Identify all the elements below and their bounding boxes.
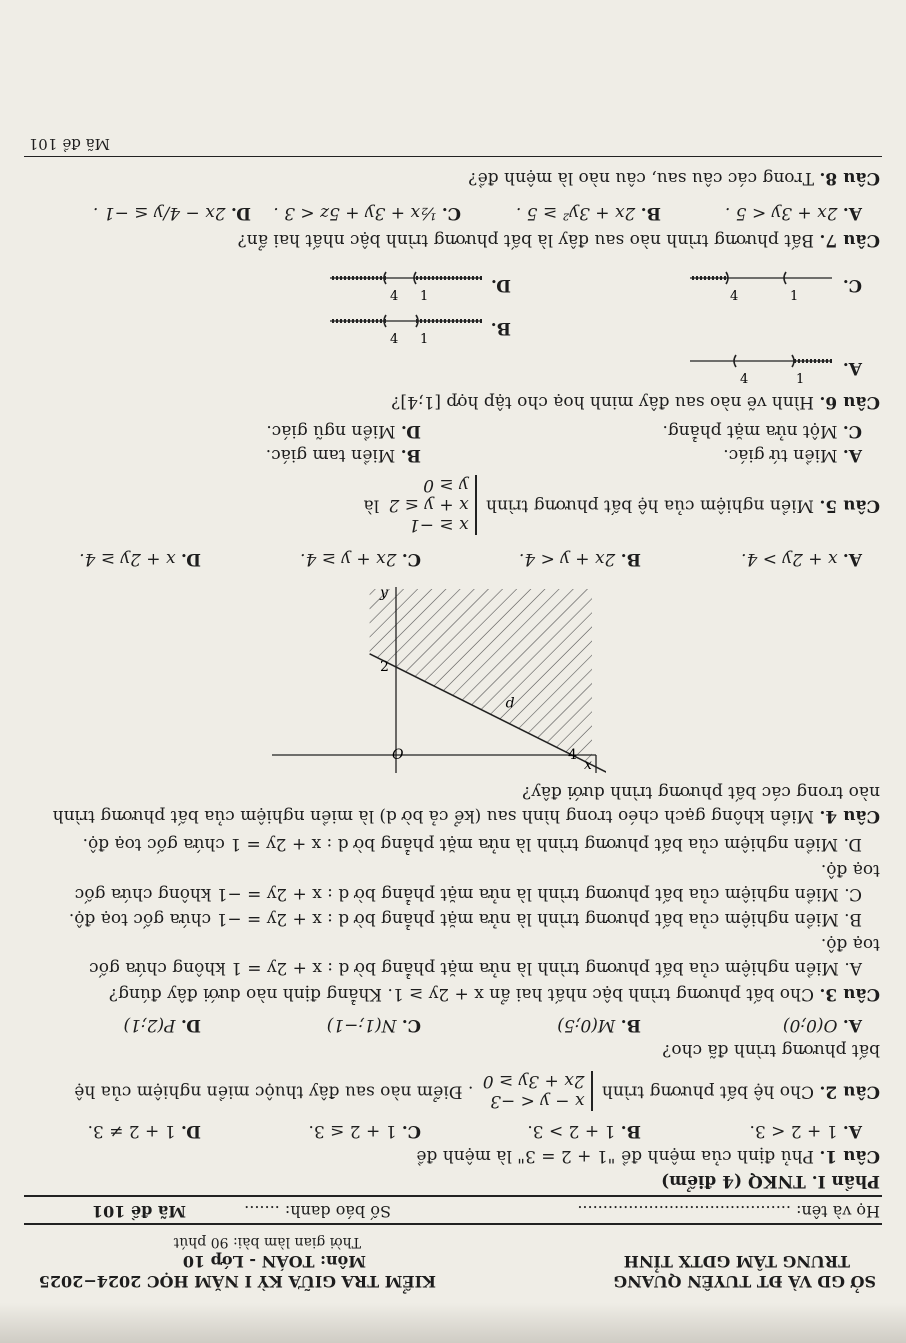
q5-option-a-letter: A. <box>842 445 862 465</box>
question-3-label: Câu 3. <box>819 984 880 1004</box>
header-dept: SỞ GD VÀ ĐT TUYÊN QUANG <box>613 1272 876 1291</box>
q6-d-tick-4: 4 <box>390 289 399 304</box>
q6-c-tick-4: 4 <box>730 289 739 304</box>
question-5-system <box>389 475 477 535</box>
q2-option-a-letter: A. <box>842 1015 862 1035</box>
q6-option-c-letter[interactable]: C. <box>842 275 862 295</box>
q4-option-c-letter: C. <box>401 549 421 569</box>
q4-option-b-text: 2x + y < 4. <box>518 549 616 569</box>
q6-option-b-letter[interactable]: B. <box>490 318 511 338</box>
q2-option-b-letter: B. <box>620 1015 641 1035</box>
q3-option-a[interactable]: A. Miền nghiệm của bất phương trình là nửa mặt phẳng bờ d : x + 2y = 1 không chứa gốc <box>89 958 862 978</box>
question-2-system <box>483 1071 593 1111</box>
q5-option-d[interactable] <box>266 421 421 441</box>
question-1-text: Phủ định của mệnh đề "1 + 2 = 3" là mệnh đề <box>416 1146 815 1166</box>
footer-exam-code: Mã đề 101 <box>28 135 110 153</box>
header-subject: Môn: TOÁN - Lớp 10 <box>182 1252 366 1271</box>
q4-option-b-letter: B. <box>620 549 641 569</box>
question-8-text: Trong các câu sau, câu nào là mệnh đề? <box>468 168 815 188</box>
q1-option-b-letter: B. <box>620 1121 641 1141</box>
q4-line-label: d <box>505 695 515 712</box>
q1-option-a[interactable] <box>750 1121 862 1141</box>
q4-option-d-letter: D. <box>180 549 201 569</box>
question-7-label: Câu 7. <box>819 230 880 250</box>
q3-option-b[interactable]: B. Miền nghiệm của bất phương trình là nửa mặt phẳng bờ d : x + 2y = −1 chứa gốc toạ độ. <box>68 909 862 929</box>
q5-system-line-3: y ≥ 0 <box>423 475 469 495</box>
q7-option-a[interactable] <box>725 203 862 223</box>
q6-d-tick-1: 1 <box>420 289 429 304</box>
id-field-label: Số báo danh: ....... <box>244 1202 391 1221</box>
q5-option-b[interactable] <box>266 445 421 465</box>
question-6 <box>391 391 880 413</box>
q5-option-d-text: Miền ngũ giác. <box>266 421 396 441</box>
q4-option-a-letter: A. <box>842 549 862 569</box>
question-4-text: Miền không gạch chéo trong hình sau (kể cả bờ d) là miền nghiệm của bất phương trình <box>52 806 815 826</box>
q4-option-d[interactable] <box>79 549 201 569</box>
q3-option-d[interactable]: D. Miền nghiệm của bất phương trình là nửa mặt phẳng bờ d : x + 2y = 1 chứa gốc toạ độ. <box>82 834 862 854</box>
q5-option-a[interactable] <box>723 445 862 465</box>
question-4 <box>53 805 880 827</box>
q3-option-c-cont: toạ độ. <box>820 860 880 880</box>
q2-option-b-text: M(0;5) <box>557 1015 616 1035</box>
q5-option-b-text: Miền tam giác. <box>265 445 396 465</box>
question-3-text: Cho bất phương trình bậc nhất hai ẩn x + 2y ≥ 1. Khẳng định nào dưới đây đúng? <box>108 984 815 1004</box>
q4-option-b[interactable] <box>519 549 641 569</box>
q7-option-c-text: ½x + 3y + 5z < 3 . <box>273 203 437 223</box>
q6-option-d-letter[interactable]: D. <box>490 275 511 295</box>
name-field-label: Họ và tên: .......................................... <box>577 1202 880 1221</box>
q1-option-b[interactable] <box>527 1121 641 1141</box>
q5-option-c-text: Một nửa mặt phẳng. <box>662 421 838 441</box>
q5-system-line-2: x + y ≤ 2 <box>388 495 469 515</box>
q7-option-c[interactable] <box>273 203 461 223</box>
q2-option-a-text: O(0;0) <box>782 1015 838 1035</box>
question-1-label: Câu 1. <box>819 1146 880 1166</box>
question-7-text: Bất phương trình nào sau đây là bất phương trình bậc nhất hai ẩn? <box>237 230 815 250</box>
q1-option-c-text: 1 + 2 ≤ 3. <box>308 1121 397 1141</box>
q4-y-label: y <box>380 585 388 601</box>
q4-y-tick: 2 <box>380 659 389 675</box>
header-time: Thời gian làm bài: 90 phút <box>173 1234 361 1250</box>
q2-option-b[interactable] <box>557 1015 641 1035</box>
q7-option-b-letter: B. <box>640 203 661 223</box>
question-5-label: Câu 5. <box>819 495 880 516</box>
question-3 <box>109 983 880 1005</box>
page-fold-shadow <box>0 1303 906 1343</box>
q4-option-a-text: x + 2y > 4. <box>741 549 838 569</box>
q1-option-d[interactable] <box>88 1121 201 1141</box>
q7-option-b-text: 2x + 3y² ≥ 5 . <box>515 203 636 223</box>
question-1 <box>416 1145 880 1167</box>
q5-option-c-letter: C. <box>842 421 862 441</box>
question-6-text: Hình vẽ nào sau đây minh hoạ cho tập hợp [1;4]? <box>391 392 815 412</box>
question-4-line-2: nào trong các bất phương trình dưới đây? <box>522 782 880 802</box>
q2-system-line-1: x − y < −3 <box>490 1091 585 1111</box>
question-2 <box>74 1071 880 1111</box>
q4-x-tick: 4 <box>568 747 577 763</box>
q1-option-b-text: 1 + 2 > 3. <box>527 1121 616 1141</box>
q5-option-a-text: Miền tứ giác. <box>723 445 838 465</box>
question-8-label: Câu 8. <box>819 168 880 188</box>
question-5-text-after: là <box>363 495 380 516</box>
q7-option-b[interactable] <box>516 203 661 223</box>
q6-option-a-numberline[interactable] <box>686 343 836 393</box>
q2-option-a[interactable] <box>783 1015 862 1035</box>
q2-option-d-letter: D. <box>180 1015 201 1035</box>
q7-option-d-letter: D. <box>230 203 251 223</box>
q6-c-tick-1: 1 <box>790 289 799 304</box>
header-school: TRUNG TÂM GDTX TỈNH <box>623 1252 850 1271</box>
q7-option-d-text: 2x − 4/y ≤ −1 . <box>93 203 226 223</box>
question-6-label: Câu 6. <box>819 392 880 412</box>
q4-origin-label: O <box>392 747 404 763</box>
q7-option-d[interactable] <box>93 203 251 223</box>
section-title: Phần I. TNKQ (4 điểm) <box>661 1171 880 1191</box>
question-7 <box>238 229 880 251</box>
q2-option-c-text: N(1;−1) <box>326 1015 397 1035</box>
q4-x-label: x <box>584 757 592 773</box>
q2-option-d[interactable] <box>123 1015 201 1035</box>
q3-option-a-cont: toạ độ. <box>820 934 880 954</box>
q2-option-c-letter: C. <box>401 1015 421 1035</box>
question-5-text-before: Miền nghiệm của hệ bất phương trình <box>486 495 815 516</box>
question-4-label: Câu 4. <box>819 806 880 826</box>
q4-option-c[interactable] <box>300 549 421 569</box>
q5-option-d-letter: D. <box>400 421 421 441</box>
header-exam-title: KIỂM TRA GIỮA KỲ I NĂM HỌC 2024−2025 <box>38 1272 436 1291</box>
q1-option-a-text: 1 + 2 < 3. <box>749 1121 838 1141</box>
question-2-text-after: . Điểm nào sau đây thuộc miền nghiệm của hệ <box>74 1081 474 1102</box>
header-top-rule <box>24 1224 882 1226</box>
q1-option-c-letter: C. <box>401 1121 421 1141</box>
q7-option-a-letter: A. <box>842 203 862 223</box>
q1-option-a-letter: A. <box>842 1121 862 1141</box>
header-bottom-rule <box>24 1196 882 1198</box>
q6-option-a-letter[interactable]: A. <box>842 358 862 378</box>
question-5 <box>364 475 880 535</box>
q2-option-c[interactable] <box>327 1015 421 1035</box>
question-2-text-before: Cho hệ bất phương trình <box>601 1081 815 1102</box>
question-8 <box>468 167 880 189</box>
question-2-line-2: bất phương trình đã cho? <box>662 1040 880 1060</box>
q2-system-line-2: 2x + 3y ≥ 0 <box>482 1071 585 1091</box>
q6-b-tick-4: 4 <box>390 332 399 347</box>
q6-a-tick-4: 4 <box>740 372 749 387</box>
footer-rule <box>24 156 882 157</box>
q6-option-c-numberline[interactable] <box>686 260 836 310</box>
q6-a-tick-1: 1 <box>796 372 805 387</box>
exam-code: Mã đề 101 <box>92 1202 186 1221</box>
q6-b-tick-1: 1 <box>420 332 429 347</box>
q4-option-a[interactable] <box>741 549 862 569</box>
q6-option-b-numberline[interactable] <box>326 303 486 353</box>
q7-option-a-text: 2x + 3y < 5 . <box>724 203 838 223</box>
q1-option-d-text: 1 + 2 ≠ 3. <box>87 1121 176 1141</box>
question-2-label: Câu 2. <box>819 1081 880 1102</box>
q6-option-d-numberline[interactable] <box>326 260 486 310</box>
q3-option-c[interactable]: C. Miền nghiệm của bất phương trình là nửa mặt phẳng bờ d : x + 2y = −1 không chứa gốc <box>74 884 862 904</box>
q1-option-d-letter: D. <box>180 1121 201 1141</box>
q4-option-c-text: 2x + y ≥ 4. <box>300 549 397 569</box>
q5-system-line-1: x ≥ −1 <box>408 515 469 535</box>
q4-graph <box>266 583 606 783</box>
q2-option-d-text: P(2;1) <box>123 1015 176 1035</box>
q7-option-c-letter: C. <box>441 203 461 223</box>
q5-option-b-letter: B. <box>400 445 421 465</box>
q1-option-c[interactable] <box>308 1121 421 1141</box>
q4-option-d-text: x + 2y ≥ 4. <box>79 549 176 569</box>
q5-option-c[interactable] <box>662 421 862 441</box>
